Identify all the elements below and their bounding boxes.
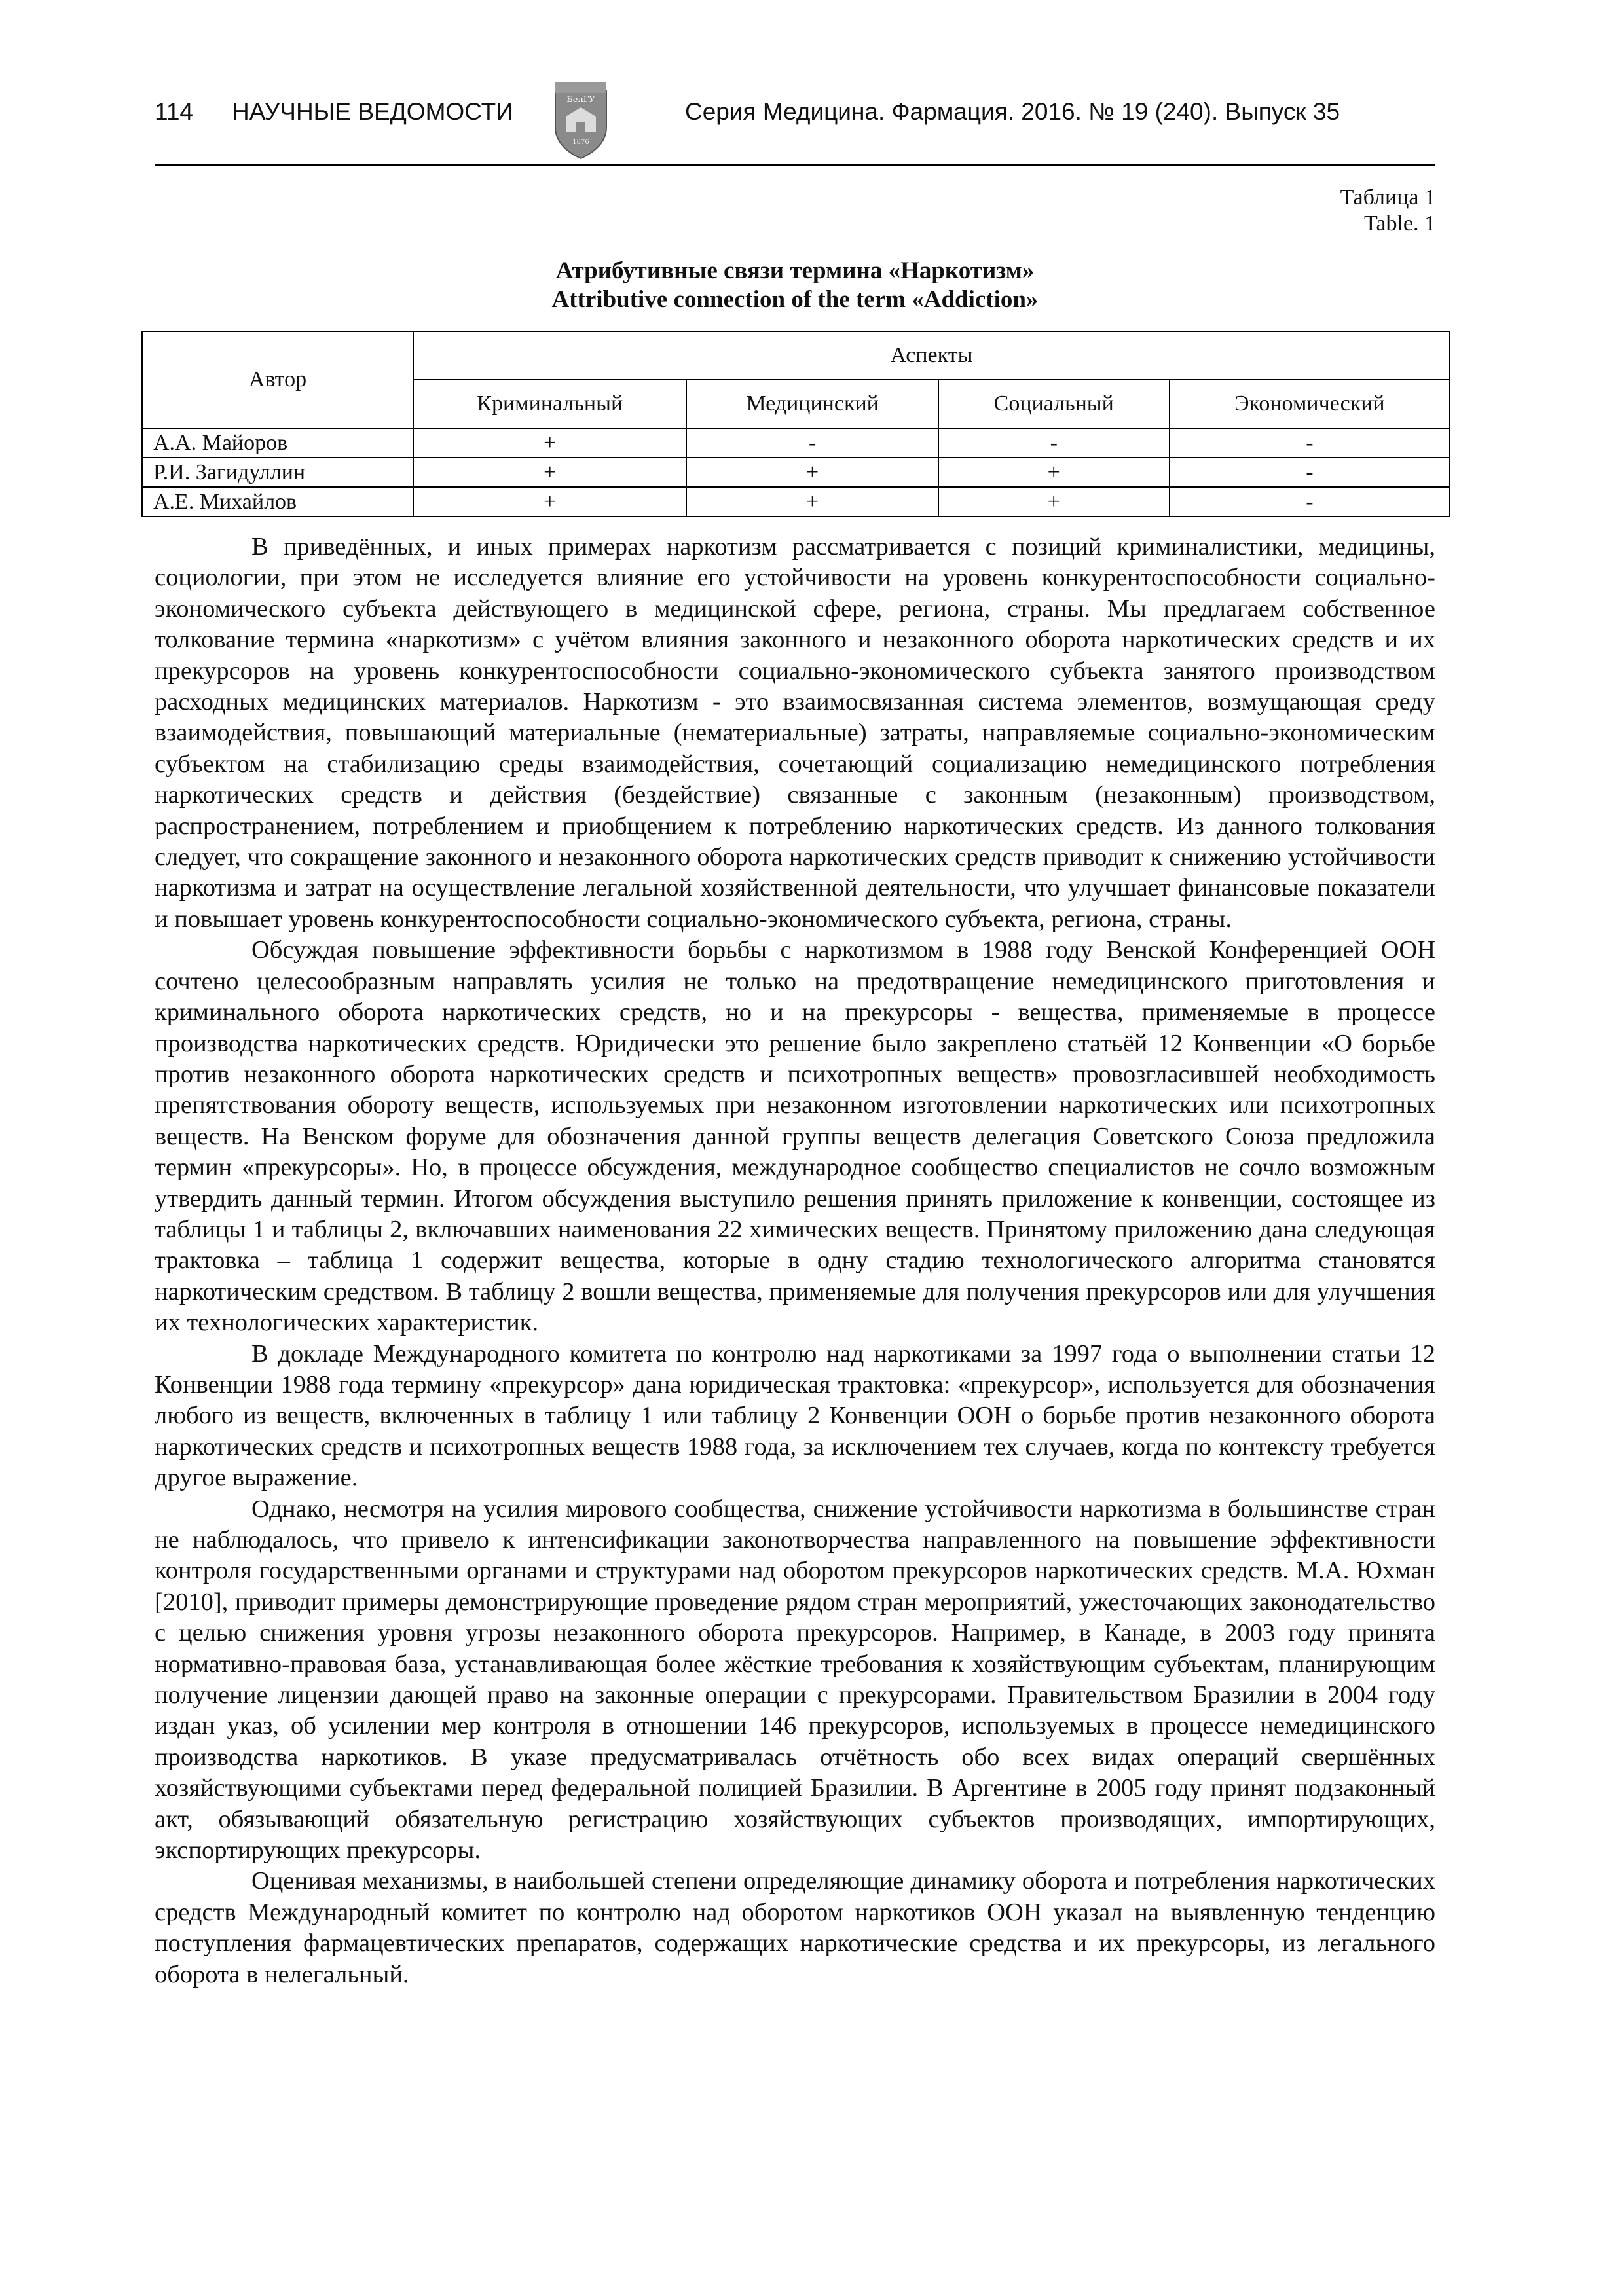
value-cell: + <box>413 487 686 517</box>
column-header: Криминальный <box>413 380 686 428</box>
page-number: 114 <box>155 98 193 125</box>
paragraph: В приведённых, и иных примерах наркотизм рассматривается с позиций криминалистики, медицины, социологии, при этом не исследуется влияние его устойчивости на уровень конкурентоспособности социально-экономического субъекта действующего в медицинской сфере, региона, страны. Мы предлагаем собственное толкование термина «наркотизм» с учётом влияния законного и незаконного оборота наркотических средств и их прекурсоров на уровень конкурентоспособности социально-экономического субъекта занятого производством расходных медицинских материалов. Наркотизм - это взаимосвязанная система элементов, возмущающая среду взаимодействия, повышающий материальные (нематериальные) затраты, направляемые социально-экономическим субъектом на стабилизацию среды взаимодействия, сочетающий социализацию немедицинского потребления наркотических средств и действия (бездействие) связанные с законным (незаконным) производством, распространением, потреблением и приобщением к потреблению наркотических средств. Из данного толкования следует, что сокращение законного и незаконного оборота наркотических средств приводит к снижению устойчивости наркотизма и затрат на осуществление легальной хозяйственной деятельности, что улучшает финансовые показатели и повышает уровень конкурентоспособности социально-экономического субъекта, региона, страны. <box>155 533 1435 933</box>
university-crest-logo <box>546 76 616 161</box>
table-title-ru: Атрибутивные связи термина «Наркотизм» <box>555 257 1035 284</box>
paragraph: Однако, несмотря на усилия мирового сообщества, снижение устойчивости наркотизма в большинстве стран не наблюдалось, что привело к интенсификации законотворчества направленного на повышение эффективности контроля государственными органами и структурами над оборотом прекурсоров наркотических средств. М.А. Юхман [2010], приводит примеры демонстрирующие проведение рядом стран мероприятий, ужесточающих законодательство с целью снижения уровня угрозы незаконного оборота прекурсоров. Например, в Канаде, в 2003 году принята нормативно-правовая база, устанавливающая более жёсткие требования к хозяйствующим субъектам, планирующим получение лицензии дающей право на законные операции с прекурсорами. Правительством Бразилии в 2004 году издан указ, об усилении мер контроля в отношении 146 прекурсоров, используемых в процессе немедицинского производства наркотиков. В указе предусматривалась отчётность обо всех видах операций свершённых хозяйствующими субъектами перед федеральной полицией Бразилии. В Аргентине в 2005 году принят подзаконный акт, обязывающий обязательную регистрацию хозяйствующих субъектов производящих, импортирующих, экспортирующих прекурсоры. <box>155 1495 1435 1865</box>
value-cell: + <box>938 458 1170 487</box>
author-header: Автор <box>142 331 413 428</box>
value-cell: - <box>1170 458 1450 487</box>
table-label-ru: Таблица 1 <box>1340 185 1435 210</box>
column-header: Социальный <box>938 380 1170 428</box>
author-cell: А.А. Майоров <box>142 428 413 458</box>
value-cell: + <box>938 487 1170 517</box>
column-header: Медицинский <box>686 380 938 428</box>
header-rule <box>155 164 1435 166</box>
table-row <box>142 487 1450 517</box>
table-label <box>1340 185 1435 237</box>
paragraph: Обсуждая повышение эффективности борьбы с наркотизмом в 1988 году Венской Конференцией ООН сочтено целесообразным направлять усилия не только на предотвращение немедицинского приготовления и криминального оборота наркотических средств, но и на прекурсоры - вещества, применяемые в процессе производства наркотических средств. Юридически это решение было закреплено статьёй 12 Конвенции «О борьбе против незаконного оборота наркотических средств и психотропных веществ» провозгласившей необходимость препятствования обороту веществ, используемых при незаконном изготовлении наркотических или психотропных веществ. На Венском форуме для обозначения данной группы веществ делегация Советского Союза предложила термин «прекурсоры». Но, в процессе обсуждения, международное сообщество специалистов не сочло возможным утвердить данный термин. Итогом обсуждения выступило решения принять приложение к конвенции, состоящее из таблицы 1 и таблицы 2, включавших наименования 22 химических веществ. Принятому приложению дана следующая трактовка – таблица 1 содержит вещества, которые в одну стадию технологического алгоритма становятся наркотическим средством. В таблицу 2 вошли вещества, применяемые для получения прекурсоров или для улучшения их технологических характеристик. <box>155 936 1435 1337</box>
value-cell: + <box>413 428 686 458</box>
value-cell: - <box>938 428 1170 458</box>
table-label-en: Table. 1 <box>1363 211 1435 236</box>
value-cell: + <box>686 458 938 487</box>
running-header <box>155 90 1435 169</box>
author-cell: А.Е. Михайлов <box>142 487 413 517</box>
table-row <box>142 458 1450 487</box>
body-text <box>155 532 1435 1990</box>
aspects-header: Аспекты <box>413 331 1450 380</box>
table-row <box>142 428 1450 458</box>
value-cell: - <box>1170 487 1450 517</box>
paragraph: Оценивая механизмы, в наибольшей степени определяющие динамику оборота и потребления наркотических средств Международный комитет по контролю над оборотом наркотиков ООН указал на выявленную тенденцию поступления фармацевтических препаратов, содержащих наркотические средства и их прекурсоры, из легального оборота в нелегальный. <box>155 1867 1435 1988</box>
crest-year: 1876 <box>572 139 589 146</box>
value-cell: - <box>686 428 938 458</box>
paragraph: В докладе Международного комитета по контролю над наркотиками за 1997 года о выполнении статьи 12 Конвенции 1988 года термину «прекурсор» дана юридическая трактовка: «прекурсор», используется для обозначения любого из веществ, включенных в таблицу 1 или таблицу 2 Конвенции ООН о борьбе против незаконного оборота наркотических средств и психотропных веществ 1988 года, за исключением тех случаев, когда по контексту требуется другое выражение. <box>155 1339 1435 1492</box>
attributive-table <box>141 331 1450 517</box>
author-cell: Р.И. Загидуллин <box>142 458 413 487</box>
crest-text: БелГУ <box>566 95 595 105</box>
value-cell: + <box>686 487 938 517</box>
value-cell: - <box>1170 428 1450 458</box>
table-title-en: Attributive connection of the term «Addiction» <box>551 286 1039 313</box>
column-header: Экономический <box>1170 380 1450 428</box>
value-cell: + <box>413 458 686 487</box>
journal-title: НАУЧНЫЕ ВЕДОМОСТИ <box>232 98 513 125</box>
series-title: Серия Медицина. Фармация. 2016. № 19 (240). Выпуск 35 <box>685 98 1340 125</box>
table-title <box>155 257 1435 314</box>
